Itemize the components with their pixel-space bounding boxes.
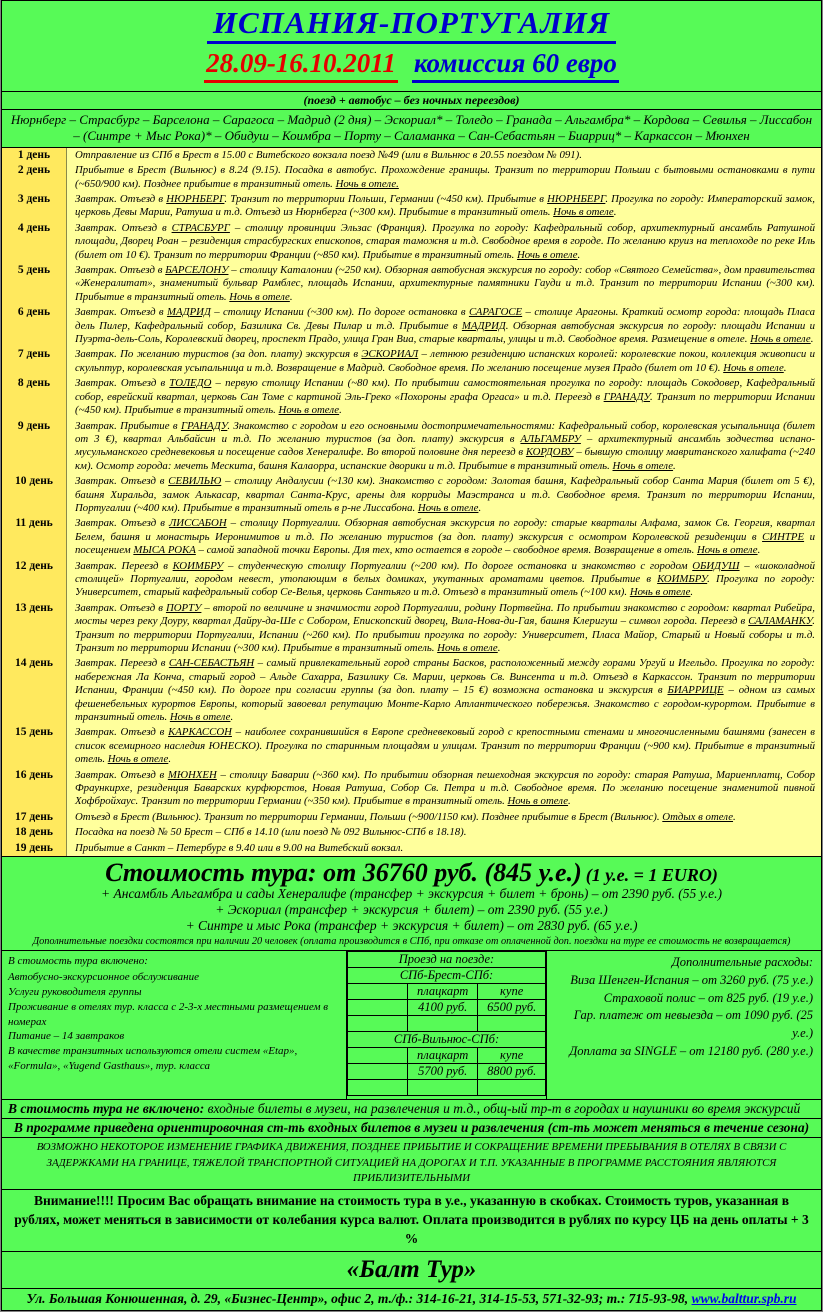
- day-description: Посадка на поезд № 50 Брест – СПб в 14.10 (или поезд № 092 Вильнюс-СПб в 18.18).: [75, 826, 467, 839]
- train-route: СПб-Вильнюс-СПб:: [348, 1032, 546, 1048]
- itinerary-row: [2, 516, 821, 558]
- extra-costs-list: [555, 972, 813, 1061]
- pricing-section: [1, 856, 822, 951]
- itinerary-row: [2, 474, 821, 516]
- day-description: Завтрак. Отъезд в ЛИССАБОН – столицу Португалии. Обзорная автобусная экскурсия по городу: старые кварталы Алфама, замок Св. Георгия, квартал Белем, башня и монастырь Иеронимитов и т.д. По желанию туристов (за доп. плату) экскурсия с осмотром Королевской резиденции в СИНТРЕ и посещением МЫСА РОКА – самой западной точки Европы. Для тех, кто остается в городе – свободное время. Возвращение в отель. Ночь в отеле.: [75, 517, 815, 557]
- schedule-change-note: ВОЗМОЖНО НЕКОТОРОЕ ИЗМЕНЕНИЕ ГРАФИКА ДВИЖЕНИЯ, ПОЗДНЕЕ ПРИБЫТИЕ И СОКРАЩЕНИЕ ВРЕМЕНИ ПРЕБЫВАНИЯ В ОТЕЛЯХ В СВЯЗИ С ЗАДЕРЖКАМИ НА ГРАНИЦЕ, ТЯЖЕЛОЙ ТРАНСПОРТНОЙ СИТУАЦИЕЙ НА ДОРОГАХ И Т.П. УКАЗАННЫЕ В ПРОГРАММЕ РАССТОЯНИЯ ЯВЛЯЮТСЯ ПРИБЛИЗИТЕЛЬНЫМИ: [1, 1137, 822, 1190]
- day-number: 1 день: [2, 148, 67, 163]
- included-list: [8, 970, 340, 1074]
- included-title: В стоимость тура включено:: [8, 955, 148, 968]
- train-class-header: плацкарт: [408, 984, 478, 1000]
- day-description: Завтрак. Переезд в САН-СЕБАСТЬЯН – самый привлекательный город страны Басков, расположенный между горами Ургуй и Игельдо. Прогулка по городу: набережная Ла Конча, старый город – Альде Сахарра, Базилику Св. Марии, церковь Св. Винсента и т.д. Отъезд в Каркассон. Транзит по территории Испании, Франции (~450 км). По дороге при согласии группы (за доп. плату – 15 €) возможна остановка и экскурсия в БИАРРИЦЕ – одном из самых фешенебельных курортов Европы, который завоевал репутацию Монте-Карло Атлантического побережья. Знакомство с городом-курортом. Прибытие в транзитный отель. Ночь в отеле.: [75, 657, 815, 724]
- day-description: Завтрак. Переезд в КОИМБРУ – студенческую столицу Португалии (~200 км). По дороге остановка и знакомство с городом ОБИДУШ – «шоколадной столицей» Португалии, городом невест, утопающим в белых домиках, укутанных ароматами цветов. Прибытие в КОИМБРУ. Прогулка по городу: Университет, старый кафедральный собор Се-Велья, церковь Сантьяго и т.д. Отъезд в транзитный отель (~100 км). Ночь в отеле.: [75, 559, 815, 599]
- itinerary-row: [2, 725, 821, 767]
- day-number: 12 день: [2, 559, 67, 601]
- tour-dates: 28.09-16.10.2011: [204, 48, 398, 83]
- train-spacer-cell: [348, 1016, 408, 1032]
- itinerary-row: [2, 163, 821, 192]
- day-description: Завтрак. Отъезд в МАДРИД – столицу Испании (~300 км). По дороге остановка в САРАГОСЕ – столице Арагоны. Краткий осмотр города: площадь Пласа дель Пилер, Кафедральный собор, Базилика Св. Девы Пилар и т.д. Прибытие в МАДРИД. Обзорная автобусная экскурсия по городу: площади Испании и Пуэрта-дель-Соль, Королевский дворец, проспект Прадо, улица Гран Виа, старые кварталы, улицы и т.д. Свободное время. Размещение в отеле. Ночь в отеле.: [75, 306, 815, 346]
- day-number: 3 день: [2, 192, 67, 221]
- company-name: «Балт Тур»: [1, 1251, 822, 1289]
- train-empty-cell: [408, 1080, 478, 1096]
- train-price-cell: 5700 руб.: [408, 1064, 478, 1080]
- day-number: 4 день: [2, 221, 67, 263]
- train-price-cell: 4100 руб.: [408, 1000, 478, 1016]
- price-currency-note: (1 у.е. = 1 EURO): [585, 865, 718, 886]
- day-description: Завтрак. Отъезд в СЕВИЛЬЮ – столицу Андалусии (~130 км). Знакомство с городом: Золотая башня, Кафедральный собор Санта Мария (билет от 5 €), башня Хиральда, замок Алькасар, квартал Санта-Крус, арены для корриды Маэстранса и т.д. Свободное время. Транзит по территории Испании, Португалии (~400 км). Прибытие в транзитный отель в р-не Лиссабона. Ночь в отеле.: [75, 475, 815, 514]
- train-spacer-cell: [348, 1064, 408, 1080]
- included-item: Услуги руководителя группы: [8, 985, 142, 998]
- extra-cost-item: Страховой полис – от 825 руб. (19 у.е.): [603, 990, 813, 1005]
- train-class-header: купе: [478, 1048, 546, 1064]
- train-column: [347, 951, 547, 1099]
- train-table-title: Проезд на поезде:: [348, 952, 546, 968]
- train-spacer-cell: [348, 1048, 408, 1064]
- itinerary-row: [2, 825, 821, 840]
- address-line: [1, 1288, 822, 1311]
- itinerary-row: [2, 263, 821, 305]
- day-description: Завтрак. Отъезд в КАРКАССОН – наиболее сохранившийся в Европе средневековый город с крепостными стенами и многочисленными башнями (занесен в список всемирного наследия ЮНЕСКО). Прогулка по старинным площадям и улицам. Транзит по территории Франции (~900 км). Прибытие в транзитный отель. Ночь в отеле.: [75, 726, 815, 766]
- day-number: 7 день: [2, 347, 67, 376]
- train-spacer-cell: [348, 984, 408, 1000]
- itinerary-row: [2, 841, 821, 856]
- day-number: 14 день: [2, 656, 67, 725]
- not-included-lead: В стоимость тура не включено:: [8, 1101, 205, 1117]
- price-fineprint: Дополнительные поездки состоятся при наличии 20 человек (оплата производится в СПб, при отказе от оплаченной доп. поездки на туре ее стоимость не возвращается): [32, 936, 791, 948]
- train-class-header: купе: [478, 984, 546, 1000]
- day-number: 11 день: [2, 516, 67, 558]
- day-number: 6 день: [2, 305, 67, 347]
- day-number: 8 день: [2, 376, 67, 418]
- transport-note: (поезд + автобус – без ночных переездов): [1, 91, 822, 110]
- day-number: 16 день: [2, 768, 67, 810]
- day-number: 2 день: [2, 163, 67, 192]
- day-number: 9 день: [2, 419, 67, 475]
- train-price-table: [347, 951, 546, 1096]
- day-description: Завтрак. Отъезд в ТОЛЕДО – первую столицу Испании (~80 км). По прибытии самостоятельная прогулка по городу: площадь Сокодовер, Кафедральный собор, еврейский квартал, церковь Сан Томе с картиной Эль-Греко «Похороны графа Оргаса» и т.д. Переезд в ГРАНАДУ. Транзит по территории Испании (~450 км). Прибытие в транзитный отель. Ночь в отеле.: [75, 377, 816, 417]
- included-item: Автобусно-экскурсионное обслуживание: [8, 971, 199, 984]
- itinerary-row: [2, 810, 821, 825]
- route-summary: Нюрнберг – Страсбург – Барселона – Сарагоса – Мадрид (2 дня) – Эскориал* – Толедо – Гранада – Альгамбра* – Кордова – Севилья – Лиссабон – (Синтре + Мыс Рока)* – Обидуш – Коимбра – Порту – Саламанка – Сан-Себастьян – Биарриц* – Каркассон – Мюнхен: [1, 109, 822, 148]
- train-empty-cell: [478, 1016, 546, 1032]
- extra-costs-column: [547, 951, 821, 1099]
- details-columns: [1, 950, 822, 1100]
- address-text: Ул. Большая Конюшенная, д. 29, «Бизнес-Центр», офис 2, т./ф.: 314-16-21, 314-15-53, 571-32-93; т.: 715-93-98,: [26, 1290, 692, 1306]
- day-description: Завтрак. Отъезд в МЮНХЕН – столицу Баварии (~360 км). По прибытии обзорная пешеходная экскурсия по городу: старая Ратуша, Мариенплатц, Собор Фраункирхе, резиденция Баварских курфюрстов, Новая Ратуша, Собор Св. Петра и т.д. Свободное время. По желанию посещение знаменитой пивной Хофбройхаус. Транзит по территории Германии (~350 км). Прибытие в транзитный отель. Ночь в отеле.: [75, 768, 815, 808]
- day-description: Завтрак. По желанию туристов (за доп. плату) экскурсия в ЭСКОРИАЛ – летнюю резиденцию испанских королей: королевские покои, коллекция живописи и скульптур, королевская усыпальница и т.д. Возвращение в Мадрид. Свободное время. По желанию посещение музея Прадо (билет от 10 €). Ночь в отеле.: [75, 348, 815, 374]
- itinerary-row: [2, 559, 821, 601]
- itinerary-row: [2, 768, 821, 810]
- train-empty-cell: [408, 1016, 478, 1032]
- page-title: ИСПАНИЯ-ПОРТУГАЛИЯ: [207, 7, 616, 44]
- program-cost-note: В программе приведена ориентировочная ст-ть входных билетов в музеи и развлечения (ст-ть может меняться в течение сезона): [1, 1118, 822, 1138]
- itinerary-row: [2, 148, 821, 163]
- train-spacer-cell: [348, 1000, 408, 1016]
- included-column: [2, 951, 347, 1099]
- day-number: 13 день: [2, 601, 67, 657]
- extra-cost-item: Гар. платеж от невыезда – от 1090 руб. (25 у.е.): [573, 1008, 813, 1041]
- extra-costs-title: Дополнительные расходы:: [671, 955, 813, 970]
- included-item: Питание – 14 завтраков: [8, 1030, 125, 1043]
- itinerary-row: [2, 192, 821, 221]
- itinerary-row: [2, 419, 821, 475]
- website-link[interactable]: www.balttur.spb.ru: [691, 1290, 797, 1306]
- itinerary-table: [1, 147, 822, 857]
- train-spacer-cell: [348, 1080, 408, 1096]
- day-number: 15 день: [2, 725, 67, 767]
- day-description: Завтрак. Отъезд в БАРСЕЛОНУ – столицу Каталонии (~250 км). Обзорная автобусная экскурсия по городу: собор «Святого Семейства», дом правительства «Женералитат», знаменитый бульвар Рамблес, площадь Испании, архитектурные памятники Гауди и т.д. Транзит по территории Испании (~300 км). Прибытие в транзитный отель. Ночь в отеле.: [75, 264, 815, 303]
- commission-note: комиссия 60 евро: [412, 48, 619, 83]
- price-option: + Ансамбль Альгамбра и сады Хенералифе (трансфер + экскурсия + билет + бронь) – от 2390 руб. (55 у.е.): [101, 886, 722, 902]
- day-description: Прибытие в Брест (Вильнюс) в 8.24 (9.15). Посадка в автобус. Прохождение границы. Транзит по территории Польши с бытовыми остановками в пути (~650/900 км). Позднее прибытие в транзитный отель. Ночь в отеле.: [75, 164, 815, 190]
- price-heading: Стоимость тура: от 36760 руб. (845 у.е.): [105, 858, 582, 888]
- day-description: Завтрак. Отъезд в НЮРНБЕРГ. Транзит по территории Польши, Германии (~450 км). Прибытие в НЮРНБЕРГ. Прогулка по городу: Императорский замок, церковь Девы Марии, Ратуша и т.д. Отъезд из Нюрнберга (~300 км). Прибытие в транзитный отель. Ночь в отеле.: [75, 193, 815, 219]
- train-class-header: плацкарт: [408, 1048, 478, 1064]
- price-options: [2, 886, 821, 934]
- day-number: 17 день: [2, 810, 67, 825]
- train-route: СПб-Брест-СПб:: [348, 968, 546, 984]
- day-number: 18 день: [2, 825, 67, 840]
- itinerary-row: [2, 221, 821, 263]
- day-description: Завтрак. Отъезд в ПОРТУ – второй по величине и значимости город Португалии, родину Портвейна. По прибытии знакомство с городом: квартал Рибейра, мосты через реку Доуру, квартал Дайру-да-Ше с Собором, Епископский дворец, Вила-Нова-ди-Гая, башня Клеригуш – символ города. Переезд в САЛАМАНКУ. Транзит по территории Португалии, Испании (~260 км). По прибытии прогулка по городу: Университет, Пласа Майор, Старый и Новый соборы и т.д. Транзит по территории Испании (~300 км). Прибытие в транзитный отель. Ночь в отеле.: [75, 601, 815, 655]
- included-item: Проживание в отелях тур. класса с 2-3-х местными размещением в номерах: [8, 1000, 329, 1028]
- itinerary-row: [2, 347, 821, 376]
- included-item: В качестве транзитных используются отели систем «Etap», «Formula», «Yugend Gasthaus», тур. класса: [8, 1045, 298, 1073]
- price-option: + Эскориал (трансфер + экскурсия + билет) – от 2390 руб. (55 у.е.): [215, 902, 608, 918]
- train-price-cell: 6500 руб.: [478, 1000, 546, 1016]
- day-description: Отъезд в Брест (Вильнюс). Транзит по территории Германии, Польши (~900/1150 км). Позднее прибытие в Брест (Вильнюс). Отдых в отеле.: [75, 810, 736, 823]
- day-description: Завтрак. Отъезд в СТРАСБУРГ – столицу провинции Эльзас (Франция). Прогулка по городу: Кафедральный собор, архитектурный ансамбль Ратушной площади, Дворец Роан – резиденция страсбургских епископов, старая таможня и т.д. Свободное время в городе. По желанию круиз на теплоходе по реке Иль (билет от 10 €). Транзит по территории Франции (~850 км). Прибытие в транзитный отель. Ночь в отеле.: [75, 221, 815, 261]
- itinerary-row: [2, 601, 821, 657]
- day-number: 10 день: [2, 474, 67, 516]
- attention-note: Внимание!!!! Просим Вас обращать внимание на стоимость тура в у.е., указанную в скобках. Стоимость туров, указанная в рублях, может меняться в зависимости от колебания курса валют. Оплата производится в рублях по курсу ЦБ на день оплаты + 3 %: [1, 1189, 822, 1252]
- itinerary-row: [2, 305, 821, 347]
- train-price-cell: 8800 руб.: [478, 1064, 546, 1080]
- price-option: + Синтре и мыс Рока (трансфер + экскурсия + билет) – от 2830 руб. (65 у.е.): [185, 918, 638, 934]
- header: [1, 0, 822, 92]
- day-number: 5 день: [2, 263, 67, 305]
- itinerary-row: [2, 376, 821, 418]
- train-empty-cell: [478, 1080, 546, 1096]
- day-description: Отправление из СПб в Брест в 15.00 с Витебского вокзала поезд №49 (или в Вильнюс в 20.55 поездом № 091).: [75, 148, 582, 161]
- not-included-note: [1, 1099, 822, 1119]
- itinerary-row: [2, 656, 821, 725]
- day-description: Завтрак. Прибытие в ГРАНАДУ. Знакомство с городом и его основными достопримечательностями: Кафедральный собор, королевская усыпальница (билет от 3 €), квартал Альбайсин и т.д. По желанию туристов (за доп. плату) экскурсия в АЛЬГАМБРУ – архитектурный ансамбль зодчества испано-мусульманского средневековья и посещение садов Хенералифе. Во второй половине дня переезд в КОРДОВУ – бывшую столицу мавританского халифата (~240 км). Осмотр города: мечеть Мескита, башня Калаорра, испанские дворики и т.д. Прибытие в транзитный отель. Ночь в отеле.: [75, 419, 815, 472]
- day-number: 19 день: [2, 841, 67, 856]
- day-description: Прибытие в Санкт – Петербург в 9.40 или в 9.00 на Витебский вокзал.: [75, 841, 404, 854]
- not-included-rest: входные билеты в музеи, на развлечения и т.д., общ-ый тр-т в городах и наушники во время экскурсий: [204, 1101, 801, 1117]
- extra-cost-item: Доплата за SINGLE – от 12180 руб. (280 у.е.): [569, 1043, 813, 1058]
- extra-cost-item: Виза Шенген-Испания – от 3260 руб. (75 у.е.): [570, 972, 813, 987]
